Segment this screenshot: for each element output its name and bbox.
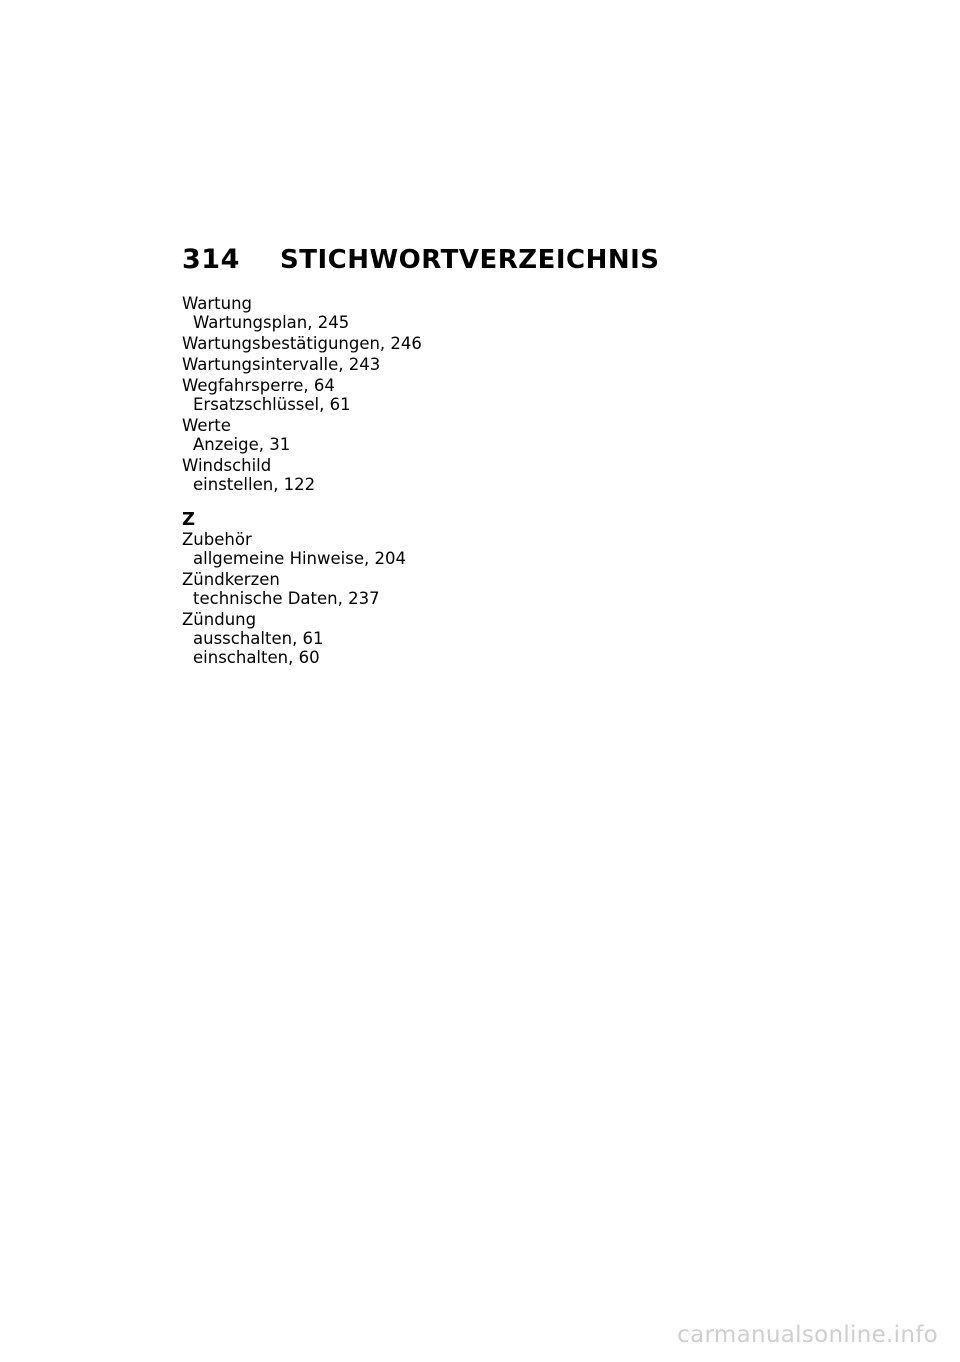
index-entry xyxy=(182,610,502,667)
index-entry xyxy=(182,416,502,454)
index-entry-sub: Anzeige, 31 xyxy=(193,435,291,454)
index-entry-sub: einstellen, 122 xyxy=(193,475,316,494)
index-entry-sub: einschalten, 60 xyxy=(193,648,320,667)
index-entry-main: Zündkerzen xyxy=(182,570,280,589)
index-entry xyxy=(182,376,502,414)
watermark-text: carmanualsonline.info xyxy=(677,1322,938,1348)
index-entry-sub: ausschalten, 61 xyxy=(193,629,324,648)
index-entry-main: Werte xyxy=(182,416,231,435)
index-entry-main: Zubehör xyxy=(182,530,252,549)
index-entry-sub: allgemeine Hinweise, 204 xyxy=(193,549,406,568)
index-entry-sub: technische Daten, 237 xyxy=(193,589,380,608)
index-entry xyxy=(182,570,502,608)
index-entry-main: Wartung xyxy=(182,294,253,313)
index-entry-main: Wartungsbestätigungen, 246 xyxy=(182,334,422,353)
index-entry-main: Wegfahrsperre, 64 xyxy=(182,376,335,395)
index-entry-main: Zündung xyxy=(182,610,257,629)
index-entry-main: Wartungsintervalle, 243 xyxy=(182,355,381,374)
index-entry-main: Windschild xyxy=(182,456,272,475)
page-number: 314 xyxy=(182,244,240,275)
index-entry xyxy=(182,334,502,353)
index-entry xyxy=(182,355,502,374)
index-entry xyxy=(182,294,502,332)
page-title: STICHWORTVERZEICHNIS xyxy=(280,245,660,275)
index-entry-sub: Wartungsplan, 245 xyxy=(193,313,350,332)
index-entry xyxy=(182,456,502,494)
index-entry xyxy=(182,530,502,568)
index-entry-sub: Ersatzschlüssel, 61 xyxy=(193,395,351,414)
index-column xyxy=(182,294,502,669)
page-header xyxy=(182,244,660,278)
letter-heading-z: Z xyxy=(182,509,196,530)
